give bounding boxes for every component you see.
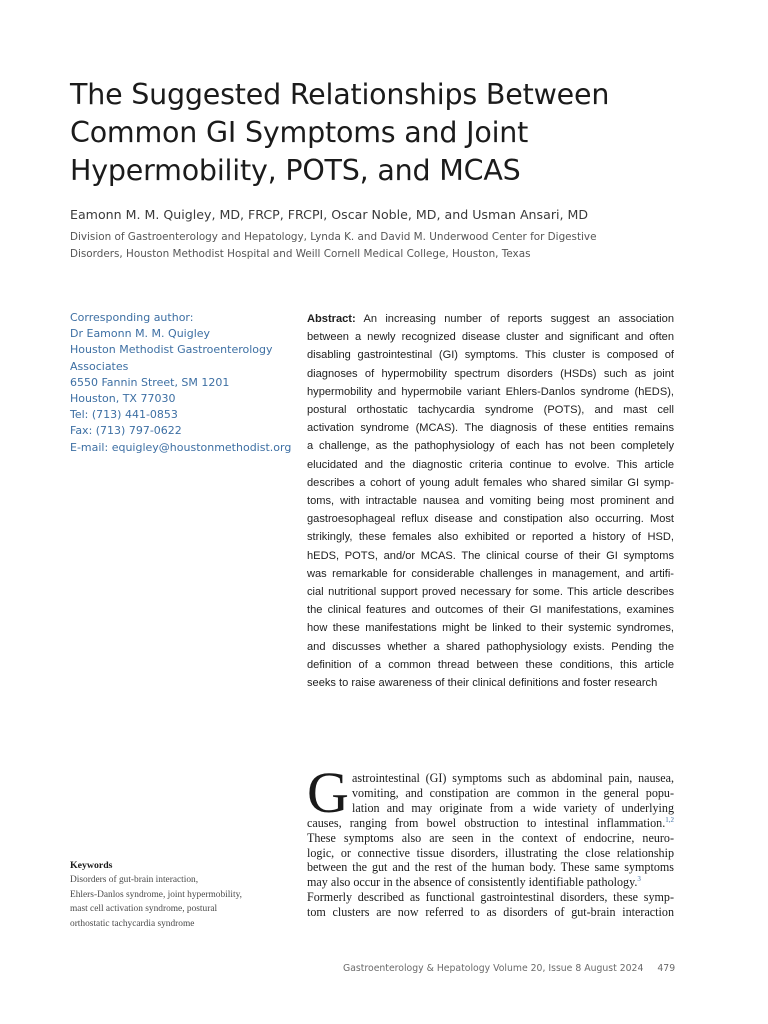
keyword-line: mast cell activation syndrome, postural [70,904,218,915]
body-line: logic, or connective tissue disorders, illustrating the close relationship [307,845,674,860]
body-line: Formerly described as functional gastrointestinal disorders, these symp- [307,890,674,905]
title-line: Hypermobility, POTS, and MCAS [70,154,521,187]
page-number: 479 [657,963,676,974]
body-text [307,771,674,920]
abstract-line: diagnoses of hypermobility spectrum disorders (HSDs) such as joint [307,367,674,380]
abstract-line: the clinical features and outcomes of their GI manifestations, examines [307,604,674,617]
keyword-line: Disorders of gut-brain interaction, [70,875,199,886]
journal-citation: Gastroenterology & Hepatology Volume 20, Issue 8 August 2024 [343,963,644,974]
keywords-heading: Keywords [70,860,113,871]
abstract-first-line: An increasing number of reports suggest an association [363,313,674,325]
corresponding-street: 6550 Fannin Street, SM 1201 [70,375,230,389]
citation-ref[interactable]: 1,2 [665,815,674,824]
corresponding-city: Houston, TX 77030 [70,392,176,406]
abstract-line: postural orthostatic tachycardia syndrome (POTS), and mast cell [307,404,674,417]
body-line: These symptoms also are seen in the context of endocrine, neuro- [307,830,674,845]
title-line: The Suggested Relationships Between [70,78,610,111]
affiliation-line: Division of Gastroenterology and Hepatology, Lynda K. and David M. Underwood Center for Digestive [70,231,597,243]
corresponding-fax: Fax: (713) 797-0622 [70,424,182,438]
abstract-line: was remarkable for considerable challenges in management, and artifi- [307,567,674,580]
abstract-line: hypermobility and hypermobile variant Ehlers-Danlos syndrome (hEDS), [307,385,674,398]
abstract-line: describes a cohort of young adult females who shared similar GI symp- [307,476,674,489]
abstract-line: gastroesophageal reflux disease and constipation also occurring. Most [307,513,674,526]
affiliation-line: Disorders, Houston Methodist Hospital and Weill Cornell Medical College, Houston, Texas [70,248,531,260]
abstract-line: elucidated and the diagnostic criteria continue to evolve. This article [307,458,674,471]
affiliation [70,229,690,263]
body-line-text: may also occur in the absence of consistently identifiable pathology. [307,875,638,890]
abstract-line: toms, with intractable nausea and vomiting being most prominent and [307,495,674,508]
abstract-line: disabling gastrointestinal (GI) symptoms. This cluster is composed of [307,349,674,362]
body-line [307,875,674,890]
article-title [70,76,690,190]
abstract-line: seeks to raise awareness of their clinical definitions and foster research [307,677,658,690]
abstract-line: between a newly recognized disease cluster and significant and often [307,331,674,344]
corresponding-email-link[interactable]: E-mail: equigley@houstonmethodist.org [70,440,292,454]
body-line: astrointestinal (GI) symptoms such as abdominal pain, nausea, [352,771,674,785]
body-line: between the gut and the rest of the human body. These same symptoms [307,860,674,875]
abstract-line: and discusses whether a shared pathophysiology exists. Pending the [307,640,674,653]
keyword-line: orthostatic tachycardia syndrome [70,918,195,929]
author-list: Eamonn M. M. Quigley, MD, FRCP, FRCPI, Oscar Noble, MD, and Usman Ansari, MD [70,207,589,222]
citation-ref[interactable]: 3 [637,875,641,884]
corresponding-name: Dr Eamonn M. M. Quigley [70,327,211,341]
corresponding-org-cont: Associates [70,359,129,373]
abstract-line: cial nutritional support proved necessary for some. This article describes [307,586,674,599]
corresponding-author-block [70,310,295,456]
body-line: lation and may originate from a wide variety of underlying [352,800,674,815]
drop-cap: G [307,760,349,825]
body-line-text: causes, ranging from bowel obstruction to intestinal inflammation. [307,815,666,830]
corresponding-heading: Corresponding author: [70,311,194,324]
title-line: Common GI Symptoms and Joint [70,116,529,149]
abstract [307,310,674,692]
abstract-line: activation syndrome (MCAS). The diagnosis of these entities remains [307,422,674,435]
body-line: tom clusters are now referred to as disorders of gut-brain interaction [307,905,674,920]
keywords-block [70,859,290,931]
body-line [307,816,674,831]
keyword-line: Ehlers-Danlos syndrome, joint hypermobility, [70,889,243,900]
abstract-line: definition of a common thread between these conditions, this article [307,658,674,671]
body-line: vomiting, and constipation are common in the general popu- [352,785,674,800]
corresponding-org: Houston Methodist Gastroenterology [70,343,273,357]
abstract-line: strikingly, these females also exhibited or reported a history of HSD, [307,531,674,544]
page-footer [343,963,675,974]
abstract-line: a challenge, as the pathophysiology of each has not been completely [307,440,674,453]
abstract-line: hEDS, POTS, and/or MCAS. The clinical course of their GI symptoms [307,549,674,562]
corresponding-tel: Tel: (713) 441-0853 [70,408,178,422]
abstract-line [307,310,674,328]
abstract-label: Abstract: [307,313,356,325]
abstract-line: how these manifestations might be linked to their systemic syndromes, [307,622,674,635]
